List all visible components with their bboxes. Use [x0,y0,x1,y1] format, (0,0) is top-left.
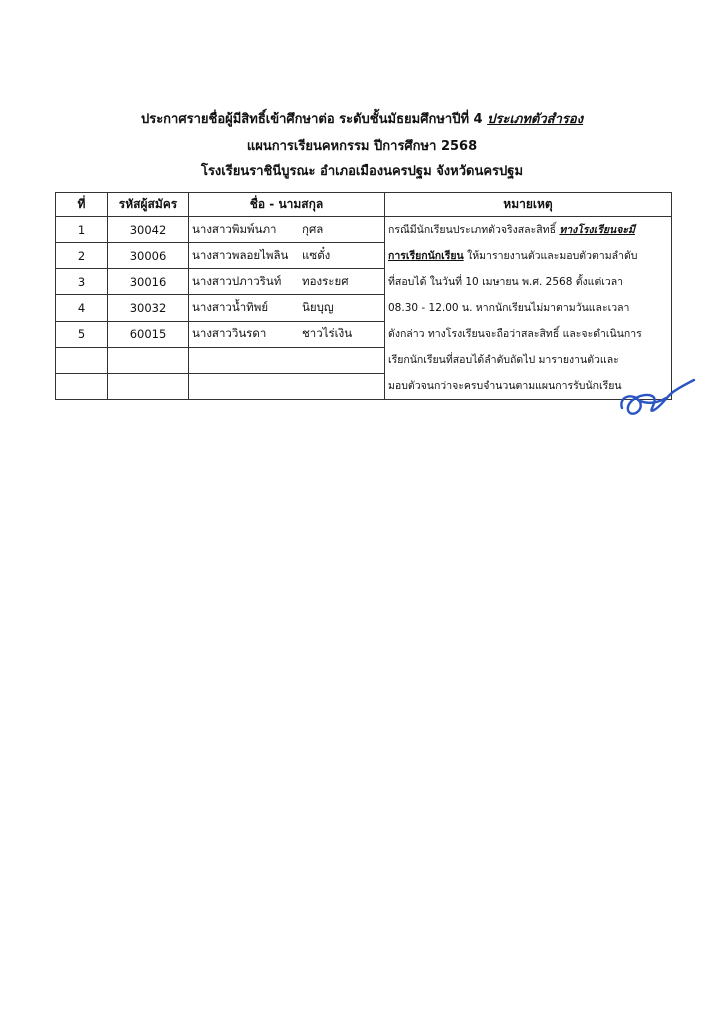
remark-text: ให้มารายงานตัวและมอบตัวตามลำดับ [463,250,638,262]
cell-code: 30006 [108,243,189,269]
cell-empty [56,347,108,373]
remark-line: ดังกล่าว ทางโรงเรียนจะถือว่าสละสิทธิ์ และจะดำเนินการ [388,328,642,340]
title-category: ประเภทตัวสำรอง [487,112,584,127]
last-name: นิยบุญ [302,299,334,314]
remark-line [388,217,668,243]
announcement-title [0,111,724,129]
cell-code: 30016 [108,269,189,295]
first-name: นางสาววินรดา [192,326,267,341]
remark-emphasis: การเรียกนักเรียน [388,250,464,262]
remark-line: ที่สอบได้ ในวันที่ 10 เมษายน พ.ศ. 2568 ตั้งแต่เวลา [388,276,624,288]
first-name: นางสาวปภาวรินท์ [192,273,282,288]
table-header-row [56,193,672,217]
last-name: ชาวไร่เงิน [302,326,353,341]
cell-no: 3 [56,269,108,295]
signature [616,372,696,424]
school-name: โรงเรียนราชินีบูรณะ อำเภอเมืองนครปฐม จังหวัดนครปฐม [200,164,524,179]
cell-name [189,295,385,321]
remark-line: 08.30 - 12.00 น. หากนักเรียนไม่มาตามวันและเวลา [388,302,630,314]
cell-name [189,269,385,295]
cell-empty [56,373,108,399]
remark-line: มอบตัวจนกว่าจะครบจำนวนตามแผนการรับนักเรียน [388,380,622,392]
cell-empty [189,373,385,399]
col-header-no: ที่ [56,193,108,217]
col-header-name: ชื่อ - นามสกุล [189,193,385,217]
last-name: กุศล [302,221,324,236]
cell-name [189,321,385,347]
title-main: ประกาศรายชื่อผู้มีสิทธิ์เข้าศึกษาต่อ ระดับชั้นมัธยมศึกษาปีที่ 4 [140,112,483,127]
cell-no: 1 [56,217,108,243]
remark-text: กรณีมีนักเรียนประเภทตัวจริงสละสิทธิ์ [388,224,560,236]
col-header-code: รหัสผู้สมัคร [108,193,189,217]
cell-name [189,217,385,243]
signature-stroke [621,380,694,414]
cell-code: 30042 [108,217,189,243]
cell-empty [108,373,189,399]
col-header-remark: หมายเหตุ [385,193,672,217]
cell-empty [189,347,385,373]
cell-empty [108,347,189,373]
remark-emphasis: ทางโรงเรียนจะมี [559,224,635,236]
cell-name [189,243,385,269]
cell-no: 2 [56,243,108,269]
program-subtitle: แผนการเรียนคหกรรม ปีการศึกษา 2568 [246,139,478,154]
first-name: นางสาวพิมพ์นภา [192,221,277,236]
first-name: นางสาวน้ำทิพย์ [192,299,269,314]
reserve-list-table [55,192,672,400]
first-name: นางสาวพลอยไพลิน [192,247,289,262]
last-name: แซตั๋ง [302,247,331,262]
last-name: ทองระยศ [302,273,349,288]
table-row [56,217,672,243]
remark-line [388,243,668,269]
cell-no: 4 [56,295,108,321]
cell-code: 60015 [108,321,189,347]
remark-line: เรียกนักเรียนที่สอบได้ลำดับถัดไป มารายงานตัวและ [388,354,619,366]
cell-no: 5 [56,321,108,347]
cell-code: 30032 [108,295,189,321]
